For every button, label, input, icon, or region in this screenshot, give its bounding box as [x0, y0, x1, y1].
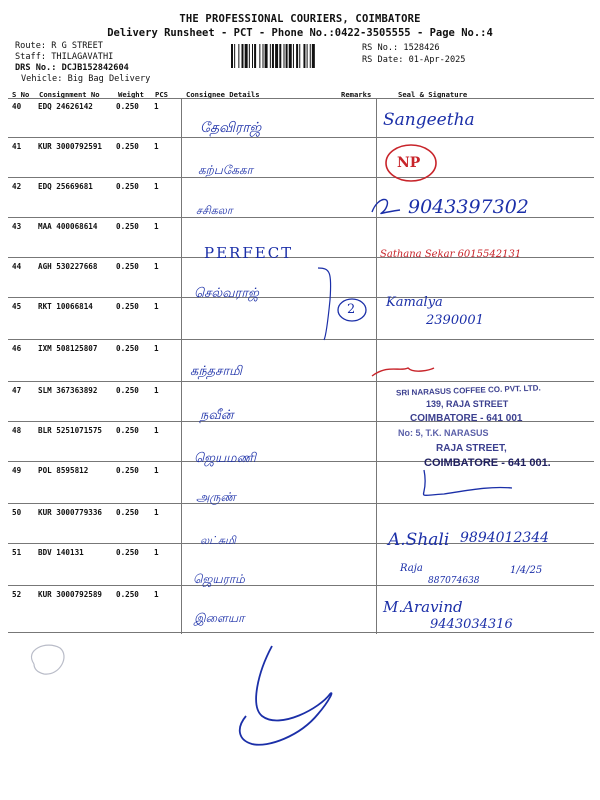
cell-pcs: 1 [154, 508, 159, 517]
handwritten-consignee: ஜெயமணி [194, 451, 256, 466]
row-separator [8, 632, 594, 633]
cell-pcs: 1 [154, 590, 159, 599]
cell-pcs: 1 [154, 302, 159, 311]
signature-text: 1/4/25 [510, 565, 543, 576]
stamp-line: No: 5, T.K. NARASUS [398, 428, 489, 438]
signature-scribble [424, 470, 513, 495]
cell-pcs: 1 [154, 386, 159, 395]
barcode-bar [234, 44, 235, 68]
cell-pcs: 1 [154, 344, 159, 353]
barcode-bar [299, 44, 300, 68]
cell-consignment: EDQ 24626142 [38, 102, 93, 111]
signature-text: Sangeetha [383, 110, 475, 130]
col-pcs: PCS [155, 90, 168, 99]
barcode-bar [312, 44, 315, 68]
cell-pcs: 1 [154, 182, 159, 191]
row-separator [8, 177, 594, 178]
cell-sno: 44 [12, 262, 22, 271]
cell-consignment: RKT 10066814 [38, 302, 93, 311]
cell-consignment: MAA 400068614 [38, 222, 98, 231]
cell-pcs: 1 [154, 102, 159, 111]
cell-pcs: 1 [154, 262, 159, 271]
remark-number: 2 [347, 302, 356, 317]
barcode-bar [293, 44, 294, 68]
barcode-bar [275, 44, 278, 68]
cell-weight: 0.250 [116, 302, 139, 311]
handwritten-consignee: சசிகலா [196, 204, 233, 217]
cell-pcs: 1 [154, 426, 159, 435]
cell-consignment: KUR 3000792589 [38, 590, 103, 599]
barcode-bar [279, 44, 281, 68]
barcode-bar [307, 44, 308, 68]
barcode-bar [272, 44, 274, 68]
cell-pcs: 1 [154, 142, 159, 151]
rs-date: RS Date: 01-Apr-2025 [362, 55, 466, 65]
company-title: THE PROFESSIONAL COURIERS, COIMBATORE [179, 13, 421, 25]
barcode-bar [286, 44, 288, 68]
vehicle-label: Vehicle: Big Bag Delivery [21, 74, 151, 84]
barcode-bar [296, 44, 298, 68]
signature-text: Kamalya [386, 295, 443, 310]
signature-text: M.Aravind [383, 598, 463, 616]
cell-weight: 0.250 [116, 344, 139, 353]
cell-weight: 0.250 [116, 182, 139, 191]
barcode-bar [265, 44, 268, 68]
staff-label: Staff: THILAGAVATHI [15, 52, 114, 62]
signature-text: A.Shali [388, 530, 450, 550]
row-separator [8, 137, 594, 138]
cell-weight: 0.250 [116, 426, 139, 435]
signature-text: Sathana Sekar 6015542131 [380, 249, 522, 260]
row-separator [8, 381, 594, 382]
cell-weight: 0.250 [116, 548, 139, 557]
cell-sno: 42 [12, 182, 22, 191]
cell-sno: 52 [12, 590, 22, 599]
barcode-bar [245, 44, 248, 68]
handwritten-consignee: PERFECT [204, 244, 294, 262]
barcode-bar [270, 44, 271, 68]
handwritten-consignee: இளையா [194, 611, 245, 625]
handwritten-consignee: தேவிராஜ் [200, 120, 262, 136]
barcode-bar [303, 44, 305, 68]
drs-label: DRS No.: DCJB152842604 [15, 63, 129, 73]
signature-text: 9894012344 [460, 530, 550, 546]
stamp-line: 139, RAJA STREET [426, 399, 509, 409]
barcode-bar [284, 44, 285, 68]
cell-consignment: POL 8595812 [38, 466, 89, 475]
cell-sno: 41 [12, 142, 22, 151]
cell-sno: 49 [12, 466, 22, 475]
col-consignment: Consignment No [39, 90, 100, 99]
handwritten-consignee: கற்பகேகா [198, 163, 253, 177]
cell-weight: 0.250 [116, 102, 139, 111]
signature-text: NP [397, 155, 421, 171]
row-separator [8, 339, 594, 340]
cell-weight: 0.250 [116, 466, 139, 475]
cell-pcs: 1 [154, 466, 159, 475]
cell-sno: 51 [12, 548, 22, 557]
col-weight: Weight [118, 90, 144, 99]
cell-consignment: BDV 140131 [38, 548, 84, 557]
handwritten-consignee: ஜெயராம் [193, 572, 245, 586]
row-separator [8, 585, 594, 586]
cell-consignment: KUR 3000779336 [38, 508, 103, 517]
barcode-bar [254, 44, 256, 68]
cell-sno: 43 [12, 222, 22, 231]
cell-consignment: BLR 5251071575 [38, 426, 103, 435]
stamp-line: RAJA STREET, [436, 443, 507, 454]
row-separator [8, 297, 594, 298]
cell-weight: 0.250 [116, 386, 139, 395]
cell-sno: 45 [12, 302, 22, 311]
cell-weight: 0.250 [116, 222, 139, 231]
col-seal: Seal & Signature [398, 90, 468, 99]
signature-text: 887074638 [428, 576, 480, 586]
row-separator [8, 98, 594, 99]
stamp-line: COIMBATORE - 641 001. [424, 457, 551, 469]
cell-weight: 0.250 [116, 262, 139, 271]
cell-consignment: EDQ 25669681 [38, 182, 93, 191]
rs-number: RS No.: 1528426 [362, 43, 440, 53]
cell-sno: 46 [12, 344, 22, 353]
barcode-bar [263, 44, 264, 68]
cell-sno: 47 [12, 386, 22, 395]
cell-weight: 0.250 [116, 508, 139, 517]
grid-line [376, 98, 377, 634]
signature-scribble [372, 368, 434, 376]
faint-loop [31, 645, 64, 674]
cell-consignment: IXM 508125807 [38, 344, 98, 353]
handwritten-consignee: அருண் [196, 490, 236, 504]
cell-weight: 0.250 [116, 142, 139, 151]
signature-text: 2390001 [426, 313, 484, 328]
cell-weight: 0.250 [116, 590, 139, 599]
cell-consignment: SLM 367363892 [38, 386, 98, 395]
signature-text: Raja [400, 563, 423, 574]
cell-sno: 40 [12, 102, 22, 111]
signature-text: 9043397302 [408, 196, 529, 218]
barcode-bar [259, 44, 260, 68]
cell-sno: 48 [12, 426, 22, 435]
cell-sno: 50 [12, 508, 22, 517]
barcode-bar [310, 44, 311, 68]
barcode-bar [252, 44, 253, 68]
large-signature [240, 646, 332, 745]
col-consignee: Consignee Details [186, 90, 260, 99]
route-label: Route: R G STREET [15, 41, 103, 51]
grid-line [181, 98, 182, 634]
handwritten-consignee: லட்சுமி [200, 534, 236, 547]
handwritten-consignee: செல்வராஜ் [194, 286, 259, 301]
barcode-bar [242, 44, 244, 68]
barcode-bar [289, 44, 292, 68]
handwritten-consignee: கந்தசாமி [190, 364, 242, 379]
stamp-line: COIMBATORE - 641 001 [410, 413, 523, 424]
barcode-bar [231, 44, 233, 68]
col-remarks: Remarks [341, 90, 372, 99]
barcode-bar [249, 44, 250, 68]
cell-pcs: 1 [154, 222, 159, 231]
barcode-image [230, 44, 355, 68]
signature-text: 9443034316 [430, 617, 513, 632]
col-sno: S No [12, 90, 30, 99]
bracket-mark [318, 268, 331, 340]
cell-pcs: 1 [154, 548, 159, 557]
barcode-bar [238, 44, 239, 68]
row-separator [8, 503, 594, 504]
cell-consignment: KUR 3000792591 [38, 142, 103, 151]
cell-consignment: AGH 530227668 [38, 262, 98, 271]
handwritten-consignee: நவீன் [200, 408, 234, 423]
runsheet-subtitle: Delivery Runsheet - PCT - Phone No.:0422-3505555 - Page No.:4 [107, 27, 493, 39]
stamp-line: SRI NARASUS COFFEE CO. PVT. LTD. [395, 383, 541, 398]
